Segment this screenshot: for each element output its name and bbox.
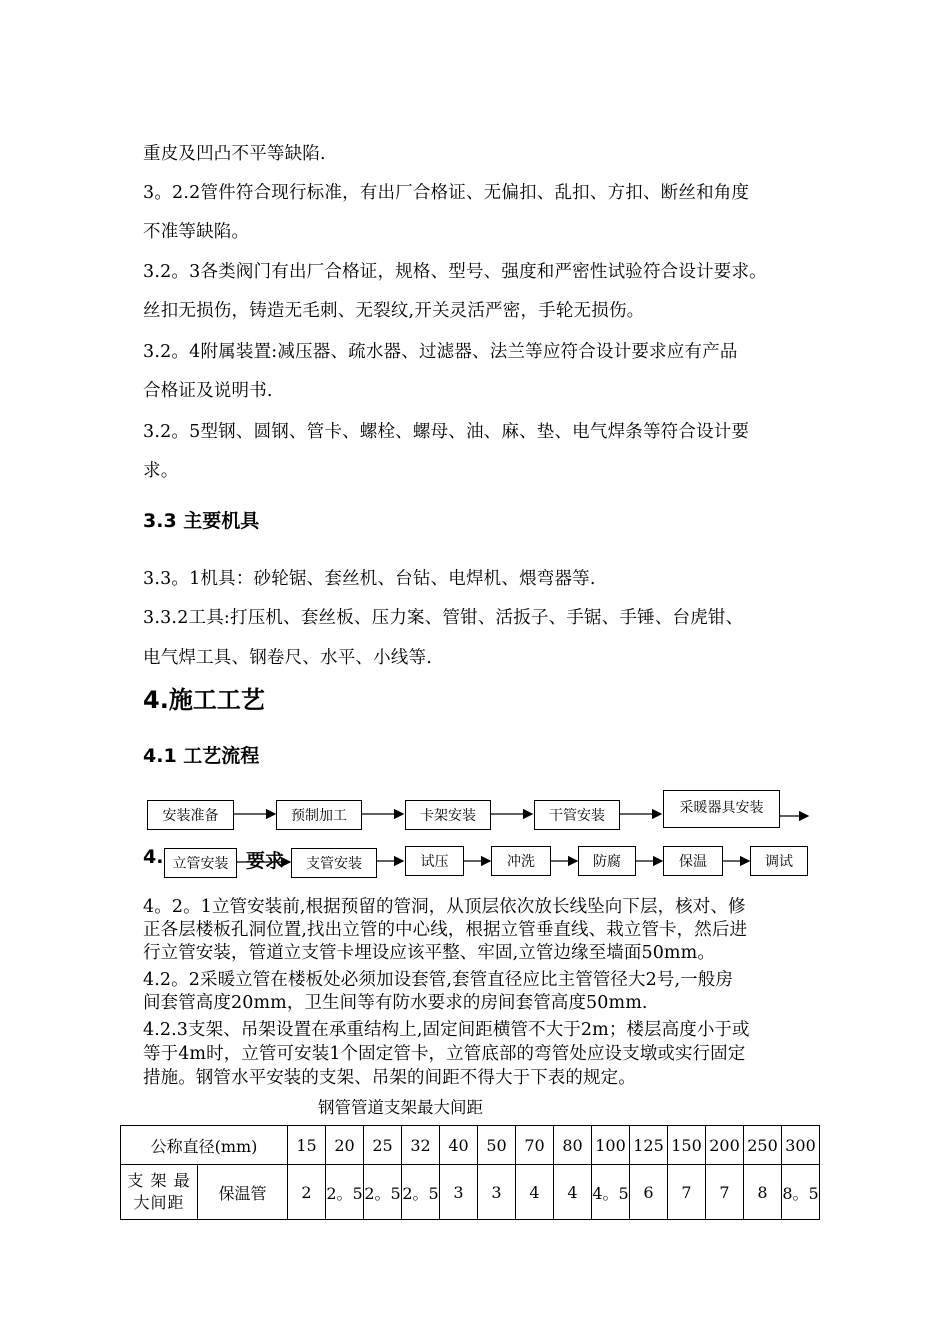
value-cell: 2。5	[402, 1165, 440, 1220]
diameter-cell: 15	[288, 1126, 326, 1165]
paragraph-line: 3。2.2管件符合现行标准，有出厂合格证、无偏扣、乱扣、方扣、断丝和角度	[143, 183, 750, 203]
paragraph-line: 丝扣无损伤，铸造无毛刺、无裂纹,开关灵活严密，手轮无损伤。	[143, 301, 645, 321]
value-cell: 7	[668, 1165, 706, 1220]
paragraph-line: 重皮及凹凸不平等缺陷.	[143, 144, 326, 164]
value-cell: 4	[516, 1165, 554, 1220]
flow-step-commission: 调试	[750, 846, 808, 876]
body-line: 行立管安装，管道立支管卡埋设应该平整、牢固,立管边缘至墙面50mm。	[143, 943, 715, 963]
value-cell: 3	[478, 1165, 516, 1220]
paragraph-line: 3.2。4附属装置:减压器、疏水器、过滤器、法兰等应符合设计要求应有产品	[143, 342, 738, 362]
diameter-cell: 32	[402, 1126, 440, 1165]
table-caption: 钢管管道支架最大间距	[318, 1098, 483, 1117]
body-line: 正各层楼板孔洞位置,找出立管的中心线，根据立管垂直线、栽立管卡，然后进	[143, 920, 748, 940]
diameter-cell: 250	[744, 1126, 782, 1165]
row-label-cell: 保温管	[198, 1165, 288, 1220]
diameter-cell: 20	[326, 1126, 364, 1165]
paragraph-line: 不准等缺陷。	[143, 222, 250, 242]
header-label-cell: 公称直径(mm)	[121, 1126, 288, 1165]
row-group-line: 大间距	[133, 1193, 185, 1212]
tools-line: 3.3.2工具:打压机、套丝板、压力案、管钳、活扳子、手锯、手锤、台虎钳、	[143, 608, 744, 628]
row-group-line: 支 架 最	[127, 1171, 191, 1190]
paragraph-line: 合格证及说明书.	[143, 381, 273, 401]
diameter-cell: 50	[478, 1126, 516, 1165]
flow-step-bracket: 卡架安装	[405, 800, 491, 830]
table-header-row	[121, 1126, 820, 1165]
diameter-cell: 70	[516, 1126, 554, 1165]
value-cell: 3	[440, 1165, 478, 1220]
diameter-cell: 125	[630, 1126, 668, 1165]
value-cell: 8	[744, 1165, 782, 1220]
section-heading-4-1: 4.1 工艺流程	[143, 745, 260, 767]
diameter-cell: 40	[440, 1126, 478, 1165]
paragraph-line: 求。	[143, 461, 179, 481]
row-group-cell	[121, 1165, 198, 1220]
flow-step-branch: 支管安装	[291, 848, 377, 878]
flow-step-pressure-test: 试压	[405, 846, 464, 876]
value-cell: 4。5	[592, 1165, 630, 1220]
diameter-cell: 25	[364, 1126, 402, 1165]
body-line: 4.2.3支架、吊架设置在承重结构上,固定间距横管不大于2m；楼层高度小于或	[143, 1020, 750, 1040]
value-cell: 8。5	[782, 1165, 820, 1220]
section-heading-4-2-tail: 要求	[246, 850, 285, 872]
value-cell: 4	[554, 1165, 592, 1220]
value-cell: 7	[706, 1165, 744, 1220]
value-cell: 2。5	[326, 1165, 364, 1220]
flow-step-heater: 采暖器具安装	[663, 790, 780, 828]
flow-step-prep: 安装准备	[147, 800, 234, 830]
paragraph-line: 3.2。3各类阀门有出厂合格证，规格、型号、强度和严密性试验符合设计要求。	[143, 262, 767, 282]
flow-step-riser: 立管安装	[164, 848, 237, 878]
section-heading-4-2-partial: 4.	[143, 846, 164, 868]
chapter-heading-4: 4.施工工艺	[143, 686, 265, 714]
diameter-cell: 80	[554, 1126, 592, 1165]
tools-line: 3.3。1机具：砂轮锯、套丝机、台钻、电焊机、煨弯器等.	[143, 569, 596, 589]
body-line: 4。2。1立管安装前,根据预留的管洞，从顶层依次放长线坠向下层，核对、修	[143, 897, 746, 917]
tools-line: 电气焊工具、钢卷尺、水平、小线等.	[143, 648, 432, 668]
table-row	[121, 1165, 820, 1220]
body-line: 间套管高度20mm，卫生间等有防水要求的房间套管高度50mm.	[143, 993, 648, 1013]
diameter-cell: 300	[782, 1126, 820, 1165]
body-line: 4.2。2采暖立管在楼板处必须加设套管,套管直径应比主管管径大2号,一般房	[143, 970, 733, 990]
value-cell: 2	[288, 1165, 326, 1220]
paragraph-line: 3.2。5型钢、圆钢、管卡、螺栓、螺母、油、麻、垫、电气焊条等符合设计要	[143, 422, 750, 442]
value-cell: 2。5	[364, 1165, 402, 1220]
flow-step-prefab: 预制加工	[276, 800, 362, 830]
body-line: 措施。钢管水平安装的支架、吊架的间距不得大于下表的规定。	[143, 1068, 636, 1088]
flow-step-main-pipe: 干管安装	[534, 800, 620, 830]
diameter-cell: 200	[706, 1126, 744, 1165]
value-cell: 6	[630, 1165, 668, 1220]
flow-step-insulation: 保温	[663, 846, 723, 876]
diameter-cell: 100	[592, 1126, 630, 1165]
section-heading-3-3: 3.3 主要机具	[143, 510, 260, 532]
support-spacing-table	[120, 1125, 820, 1220]
flow-step-flush: 冲洗	[491, 846, 551, 876]
body-line: 等于4m时，立管可安装1个固定管卡，立管底部的弯管处应设支墩或实行固定	[143, 1044, 746, 1064]
flow-step-anticorrosion: 防腐	[578, 846, 636, 876]
diameter-cell: 150	[668, 1126, 706, 1165]
